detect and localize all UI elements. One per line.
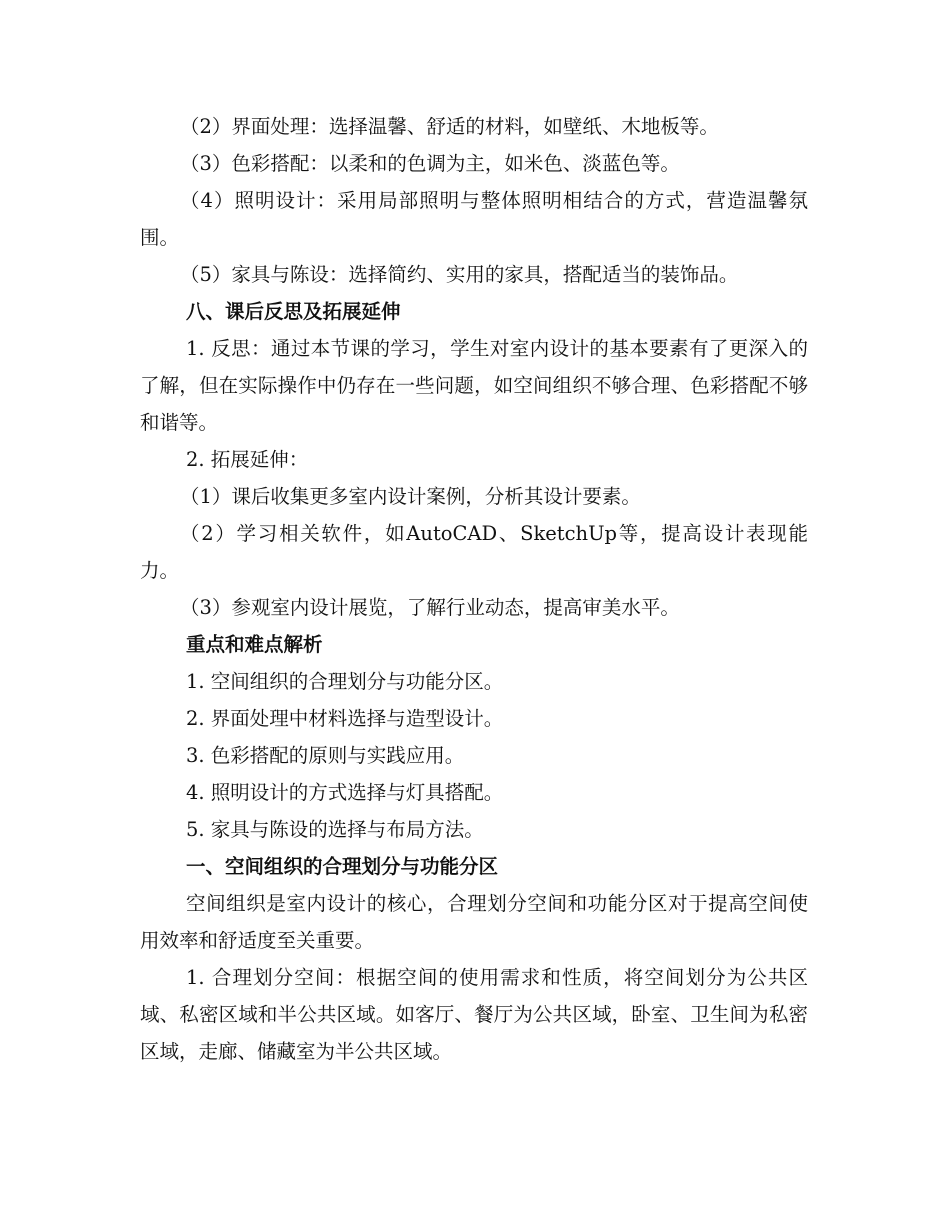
document-body <box>140 108 808 1070</box>
list-item-key-point-2: 2. 界面处理中材料选择与造型设计。 <box>186 707 504 730</box>
paragraph-space-organization-intro: 空间组织是室内设计的核心，合理划分空间和功能分区对于提高空间使用效率和舒适度至关重要。 <box>140 892 808 952</box>
list-item-key-point-1: 1. 空间组织的合理划分与功能分区。 <box>186 670 504 693</box>
paragraph-extension-item-2: （2）学习相关软件，如AutoCAD、SketchUp等，提高设计表现能力。 <box>140 522 808 582</box>
paragraph-extension-item-1: （1）课后收集更多室内设计案例，分析其设计要素。 <box>180 485 641 508</box>
paragraph-interface-treatment: （2）界面处理：选择温馨、舒适的材料，如壁纸、木地板等。 <box>180 115 719 138</box>
list-item-key-point-3: 3. 色彩搭配的原则与实践应用。 <box>186 744 465 767</box>
section-heading-reflection: 八、课后反思及拓展延伸 <box>186 300 401 323</box>
list-item-key-point-4: 4. 照明设计的方式选择与灯具搭配。 <box>186 781 504 804</box>
paragraph-extension: 2. 拓展延伸： <box>186 448 309 471</box>
paragraph-furniture: （5）家具与陈设：选择简约、实用的家具，搭配适当的装饰品。 <box>180 263 739 286</box>
section-heading-key-points: 重点和难点解析 <box>186 633 323 656</box>
paragraph-space-division: 1. 合理划分空间：根据空间的使用需求和性质，将空间划分为公共区域、私密区域和半公共区域。如客厅、餐厅为公共区域，卧室、卫生间为私密区域，走廊、储藏室为半公共区域。 <box>140 966 808 1063</box>
paragraph-reflection: 1. 反思：通过本节课的学习，学生对室内设计的基本要素有了更深入的了解，但在实际操作中仍存在一些问题，如空间组织不够合理、色彩搭配不够和谐等。 <box>140 337 808 434</box>
paragraph-extension-item-3: （3）参观室内设计展览，了解行业动态，提高审美水平。 <box>180 596 680 619</box>
section-heading-space-organization: 一、空间组织的合理划分与功能分区 <box>186 855 499 878</box>
paragraph-color-matching: （3）色彩搭配：以柔和的色调为主，如米色、淡蓝色等。 <box>180 152 680 175</box>
paragraph-lighting-design: （4）照明设计：采用局部照明与整体照明相结合的方式，营造温馨氛围。 <box>140 189 808 249</box>
list-item-key-point-5: 5. 家具与陈设的选择与布局方法。 <box>186 818 484 841</box>
